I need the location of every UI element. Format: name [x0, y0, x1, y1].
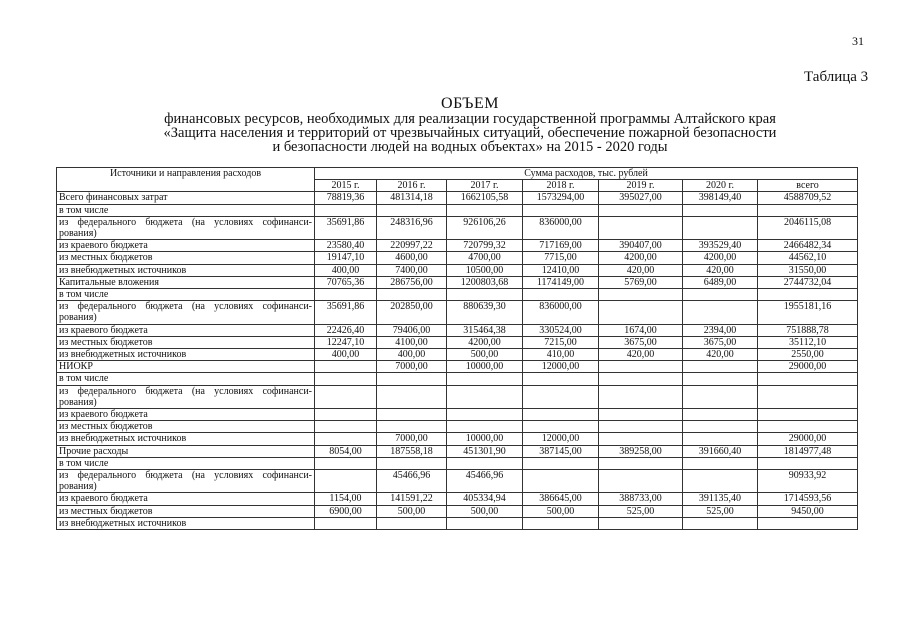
value-cell: 451301,90 — [447, 445, 523, 457]
value-cell — [523, 421, 599, 433]
table-row — [57, 192, 858, 204]
table-row — [57, 493, 858, 505]
value-cell — [315, 457, 377, 469]
value-cell: 4700,00 — [447, 252, 523, 264]
value-cell: 35691,86 — [315, 216, 377, 239]
row-label: Прочие расходы — [57, 445, 315, 457]
row-label: из федерального бюджета (на условиях софинанси-рования) — [57, 385, 315, 408]
row-total-cell: 1955181,16 — [758, 301, 858, 324]
value-cell — [447, 457, 523, 469]
row-label: из краевого бюджета — [57, 240, 315, 252]
value-cell: 45466,96 — [377, 470, 447, 493]
table-row — [57, 252, 858, 264]
value-cell: 220997,22 — [377, 240, 447, 252]
value-cell: 1662105,58 — [447, 192, 523, 204]
row-label: в том числе — [57, 457, 315, 469]
value-cell — [599, 289, 683, 301]
row-label: из внебюджетных источников — [57, 517, 315, 529]
value-cell: 2394,00 — [683, 324, 758, 336]
value-cell — [377, 373, 447, 385]
row-label: из федерального бюджета (на условиях софинанси-рования) — [57, 216, 315, 239]
value-cell: 386645,00 — [523, 493, 599, 505]
document-subtitle-line-2: «Защита населения и территорий от чрезвычайных ситуаций, обеспечение пожарной безопасности — [163, 125, 777, 141]
value-cell — [315, 204, 377, 216]
row-label: из краевого бюджета — [57, 409, 315, 421]
value-cell: 248316,96 — [377, 216, 447, 239]
value-cell: 400,00 — [315, 264, 377, 276]
value-cell — [683, 517, 758, 529]
value-cell: 6489,00 — [683, 276, 758, 288]
value-cell: 19147,10 — [315, 252, 377, 264]
table-row — [57, 216, 858, 239]
row-total-cell — [758, 289, 858, 301]
value-cell: 10000,00 — [447, 433, 523, 445]
row-total-cell: 90933,92 — [758, 470, 858, 493]
value-cell: 7400,00 — [377, 264, 447, 276]
value-cell — [447, 421, 523, 433]
value-cell: 500,00 — [447, 505, 523, 517]
row-label: из федерального бюджета (на условиях софинанси-рования) — [57, 301, 315, 324]
row-label: в том числе — [57, 289, 315, 301]
row-label: в том числе — [57, 204, 315, 216]
value-cell — [599, 409, 683, 421]
total-header: всего — [758, 180, 858, 192]
value-cell — [599, 373, 683, 385]
value-cell: 500,00 — [523, 505, 599, 517]
value-cell: 10000,00 — [447, 361, 523, 373]
table-row — [57, 204, 858, 216]
value-cell — [599, 517, 683, 529]
value-cell: 389258,00 — [599, 445, 683, 457]
value-cell: 410,00 — [523, 349, 599, 361]
value-cell: 4100,00 — [377, 336, 447, 348]
row-label: из местных бюджетов — [57, 252, 315, 264]
value-cell: 405334,94 — [447, 493, 523, 505]
value-cell — [599, 433, 683, 445]
value-cell: 1200803,68 — [447, 276, 523, 288]
value-cell — [523, 409, 599, 421]
value-cell — [315, 361, 377, 373]
row-label: из внебюджетных источников — [57, 433, 315, 445]
value-cell — [683, 289, 758, 301]
row-label: в том числе — [57, 373, 315, 385]
value-cell: 500,00 — [447, 349, 523, 361]
row-total-cell: 2550,00 — [758, 349, 858, 361]
value-cell: 4600,00 — [377, 252, 447, 264]
value-cell — [523, 289, 599, 301]
value-cell: 12000,00 — [523, 361, 599, 373]
value-cell — [599, 470, 683, 493]
row-label: из краевого бюджета — [57, 493, 315, 505]
value-cell — [447, 289, 523, 301]
value-cell — [315, 470, 377, 493]
value-cell: 391135,40 — [683, 493, 758, 505]
value-cell: 10500,00 — [447, 264, 523, 276]
row-total-cell: 35112,10 — [758, 336, 858, 348]
value-cell: 4200,00 — [683, 252, 758, 264]
value-cell: 400,00 — [377, 349, 447, 361]
value-cell: 481314,18 — [377, 192, 447, 204]
table-row — [57, 385, 858, 408]
value-cell: 1174149,00 — [523, 276, 599, 288]
row-total-cell — [758, 421, 858, 433]
value-cell: 141591,22 — [377, 493, 447, 505]
year-header: 2017 г. — [447, 180, 523, 192]
value-cell — [599, 385, 683, 408]
value-cell: 12247,10 — [315, 336, 377, 348]
row-label: из внебюджетных источников — [57, 264, 315, 276]
value-cell: 23580,40 — [315, 240, 377, 252]
value-cell: 720799,32 — [447, 240, 523, 252]
value-cell — [315, 409, 377, 421]
value-cell: 393529,40 — [683, 240, 758, 252]
row-total-cell — [758, 204, 858, 216]
row-total-cell: 29000,00 — [758, 361, 858, 373]
value-cell — [315, 385, 377, 408]
value-cell: 35691,86 — [315, 301, 377, 324]
table-row — [57, 336, 858, 348]
document-title: ОБЪЕМ — [441, 95, 499, 112]
row-total-cell: 2466482,34 — [758, 240, 858, 252]
row-total-cell: 2046115,08 — [758, 216, 858, 239]
value-cell: 7000,00 — [377, 361, 447, 373]
value-cell: 387145,00 — [523, 445, 599, 457]
value-cell — [447, 204, 523, 216]
value-cell — [377, 289, 447, 301]
table-row — [57, 301, 858, 324]
table-row — [57, 470, 858, 493]
value-cell: 12410,00 — [523, 264, 599, 276]
value-cell: 5769,00 — [599, 276, 683, 288]
financing-table — [56, 167, 858, 530]
row-total-cell: 1714593,56 — [758, 493, 858, 505]
table-row — [57, 264, 858, 276]
table-row — [57, 457, 858, 469]
value-cell — [523, 204, 599, 216]
table-label: Таблица 3 — [804, 69, 869, 85]
value-cell: 45466,96 — [447, 470, 523, 493]
value-cell: 500,00 — [377, 505, 447, 517]
value-cell — [599, 216, 683, 239]
value-cell: 836000,00 — [523, 301, 599, 324]
value-cell: 420,00 — [683, 349, 758, 361]
value-cell — [683, 470, 758, 493]
value-cell — [523, 470, 599, 493]
table-row — [57, 421, 858, 433]
value-cell — [683, 301, 758, 324]
value-cell — [523, 517, 599, 529]
value-cell — [599, 301, 683, 324]
year-header: 2018 г. — [523, 180, 599, 192]
value-cell: 1154,00 — [315, 493, 377, 505]
row-label: из местных бюджетов — [57, 336, 315, 348]
value-cell — [683, 216, 758, 239]
value-cell: 12000,00 — [523, 433, 599, 445]
sum-column-header: Сумма расходов, тыс. рублей — [315, 168, 858, 180]
value-cell: 79406,00 — [377, 324, 447, 336]
value-cell: 315464,38 — [447, 324, 523, 336]
value-cell: 717169,00 — [523, 240, 599, 252]
value-cell — [599, 457, 683, 469]
value-cell — [683, 433, 758, 445]
value-cell: 4200,00 — [447, 336, 523, 348]
value-cell — [683, 385, 758, 408]
row-total-cell: 9450,00 — [758, 505, 858, 517]
value-cell — [447, 517, 523, 529]
value-cell — [683, 421, 758, 433]
value-cell — [599, 361, 683, 373]
table-header-row — [57, 168, 858, 180]
row-total-cell — [758, 373, 858, 385]
value-cell: 22426,40 — [315, 324, 377, 336]
value-cell: 1573294,00 — [523, 192, 599, 204]
value-cell: 4200,00 — [599, 252, 683, 264]
table-body — [57, 192, 858, 530]
value-cell — [683, 457, 758, 469]
row-total-cell: 44562,10 — [758, 252, 858, 264]
table-row — [57, 324, 858, 336]
row-label: из местных бюджетов — [57, 505, 315, 517]
value-cell — [447, 373, 523, 385]
value-cell — [377, 409, 447, 421]
value-cell: 3675,00 — [599, 336, 683, 348]
value-cell — [523, 373, 599, 385]
row-label: из местных бюджетов — [57, 421, 315, 433]
value-cell: 420,00 — [599, 264, 683, 276]
row-total-cell: 4588709,52 — [758, 192, 858, 204]
value-cell — [523, 385, 599, 408]
value-cell: 8054,00 — [315, 445, 377, 457]
value-cell — [315, 517, 377, 529]
value-cell: 330524,00 — [523, 324, 599, 336]
row-total-cell — [758, 457, 858, 469]
year-header: 2016 г. — [377, 180, 447, 192]
table-row — [57, 349, 858, 361]
value-cell: 70765,36 — [315, 276, 377, 288]
value-cell: 1674,00 — [599, 324, 683, 336]
value-cell: 525,00 — [599, 505, 683, 517]
row-label: Капитальные вложения — [57, 276, 315, 288]
year-header: 2020 г. — [683, 180, 758, 192]
value-cell — [683, 409, 758, 421]
value-cell — [683, 373, 758, 385]
value-cell — [599, 421, 683, 433]
value-cell — [683, 361, 758, 373]
value-cell — [377, 385, 447, 408]
year-header: 2019 г. — [599, 180, 683, 192]
value-cell: 836000,00 — [523, 216, 599, 239]
table-row — [57, 373, 858, 385]
value-cell: 400,00 — [315, 349, 377, 361]
value-cell: 187558,18 — [377, 445, 447, 457]
value-cell: 286756,00 — [377, 276, 447, 288]
value-cell — [315, 373, 377, 385]
row-label: из краевого бюджета — [57, 324, 315, 336]
row-total-cell — [758, 517, 858, 529]
row-total-cell — [758, 385, 858, 408]
value-cell — [599, 204, 683, 216]
row-label: из федерального бюджета (на условиях софинанси-рования) — [57, 470, 315, 493]
table-row — [57, 505, 858, 517]
value-cell: 880639,30 — [447, 301, 523, 324]
row-label: Всего финансовых затрат — [57, 192, 315, 204]
table-row — [57, 445, 858, 457]
table-row — [57, 289, 858, 301]
value-cell: 525,00 — [683, 505, 758, 517]
table-row — [57, 276, 858, 288]
value-cell — [315, 421, 377, 433]
value-cell: 390407,00 — [599, 240, 683, 252]
value-cell — [377, 517, 447, 529]
year-header: 2015 г. — [315, 180, 377, 192]
row-total-cell: 29000,00 — [758, 433, 858, 445]
value-cell: 78819,36 — [315, 192, 377, 204]
value-cell — [377, 457, 447, 469]
row-total-cell: 2744732,04 — [758, 276, 858, 288]
value-cell: 420,00 — [599, 349, 683, 361]
row-total-cell: 751888,78 — [758, 324, 858, 336]
table-row — [57, 240, 858, 252]
row-label: НИОКР — [57, 361, 315, 373]
value-cell — [377, 204, 447, 216]
value-cell: 3675,00 — [683, 336, 758, 348]
document-subtitle-line-1: финансовых ресурсов, необходимых для реализации государственной программы Алтайского края — [164, 111, 776, 127]
value-cell — [683, 204, 758, 216]
value-cell — [315, 433, 377, 445]
value-cell — [447, 409, 523, 421]
value-cell: 420,00 — [683, 264, 758, 276]
table-row — [57, 517, 858, 529]
value-cell: 202850,00 — [377, 301, 447, 324]
value-cell: 7715,00 — [523, 252, 599, 264]
table-row — [57, 361, 858, 373]
value-cell — [447, 385, 523, 408]
value-cell — [315, 289, 377, 301]
value-cell — [377, 421, 447, 433]
value-cell — [523, 457, 599, 469]
value-cell: 391660,40 — [683, 445, 758, 457]
source-column-header: Источники и направления расходов — [57, 168, 315, 192]
row-total-cell: 1814977,48 — [758, 445, 858, 457]
row-total-cell — [758, 409, 858, 421]
value-cell: 388733,00 — [599, 493, 683, 505]
value-cell: 7215,00 — [523, 336, 599, 348]
value-cell: 398149,40 — [683, 192, 758, 204]
value-cell: 7000,00 — [377, 433, 447, 445]
table-row — [57, 433, 858, 445]
row-total-cell: 31550,00 — [758, 264, 858, 276]
value-cell: 6900,00 — [315, 505, 377, 517]
document-subtitle-line-3: и безопасности людей на водных объектах» на 2015 - 2020 годы — [272, 139, 668, 155]
row-label: из внебюджетных источников — [57, 349, 315, 361]
page-number: 31 — [852, 34, 864, 48]
table-row — [57, 409, 858, 421]
value-cell: 926106,26 — [447, 216, 523, 239]
value-cell: 395027,00 — [599, 192, 683, 204]
